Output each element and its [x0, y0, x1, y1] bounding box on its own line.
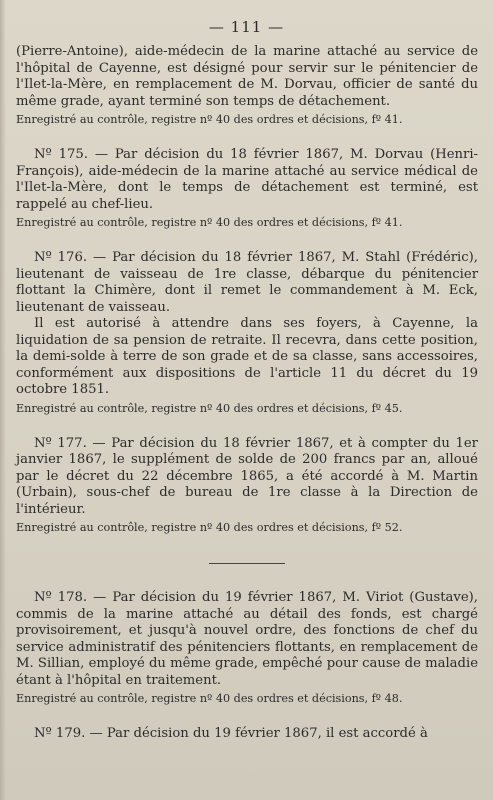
decision-179: [16, 726, 478, 743]
decision-text: Nº 179. — Par décision du 19 février 1867, il est accordé à: [34, 726, 428, 741]
page-number: — 111 —: [208, 18, 285, 36]
registration-note: Enregistré au contrôle, registre nº 40 des ordres et décisions, fº 52.: [16, 521, 403, 534]
decision-177: [16, 436, 478, 536]
registration-note: Enregistré au contrôle, registre nº 40 des ordres et décisions, fº 41.: [16, 216, 403, 229]
decision-text: Nº 178. — Par décision du 19 février 1867, M. Viriot (Gustave), commis de la marine attaché au détail des fonds, est chargé provisoirement, et jusqu'à nouvel ordre, des fonctions de chef du service administratif des pénitenciers flottants, en remplacement de M. Sillian, employé du même grade, empêché pour cause de maladie étant à l'hôpital en traitement.: [16, 590, 478, 688]
decision-text-continued: Il est autorisé à attendre dans ses foyers, à Cayenne, la liquidation de sa pension de retraite. Il recevra, dans cette position, la demi-solde à terre de son grade et de sa classe, sans accessoires, conformément aux dispositions de l'article 11 du décret du 19 octobre 1851.: [16, 316, 478, 397]
decision-text: (Pierre-Antoine), aide-médecin de la marine attaché au service de l'hôpital de Cayenne, est désigné pour servir sur le pénitencier de l'Ilet-la-Mère, en remplacement de M. Dorvau, officier de santé du même grade, ayant terminé son temps de détachement.: [16, 44, 478, 109]
decision-text: Nº 177. — Par décision du 18 février 1867, et à compter du 1er janvier 1867, le supplément de solde de 200 francs par an, alloué par le décret du 22 décembre 1865, a été accordé à M. Martin (Urbain), sous-chef de bureau de 1re classe à la Direction de l'intérieur.: [16, 435, 478, 517]
section-divider: [209, 563, 285, 564]
decision-text: Nº 176. — Par décision du 18 février 1867, M. Stahl (Frédéric), lieutenant de vaisseau de 1re classe, débarque du pénitencier flottant la Chimère, dont il remet le commandement à M. Eck, lieutenant de vaisseau.: [16, 250, 478, 315]
decision-175: [16, 147, 478, 230]
registration-note: Enregistré au contrôle, registre nº 40 des ordres et décisions, fº 41.: [16, 113, 403, 126]
page-body: [16, 44, 478, 743]
decision-178: [16, 590, 478, 706]
registration-note: Enregistré au contrôle, registre nº 40 des ordres et décisions, fº 45.: [16, 401, 403, 415]
registration-note: Enregistré au contrôle, registre nº 40 des ordres et décisions, fº 48.: [16, 692, 403, 705]
decision-176: [16, 250, 478, 416]
page-binding-shadow: [0, 0, 6, 800]
decision-174-continuation: [16, 44, 478, 127]
decision-text: Nº 175. — Par décision du 18 février 1867, M. Dorvau (Henri-François), aide-médecin de la marine attaché au service médical de l'Ilet-la-Mère, dont le temps de détachement est terminé, est rappelé au chef-lieu.: [16, 147, 478, 212]
